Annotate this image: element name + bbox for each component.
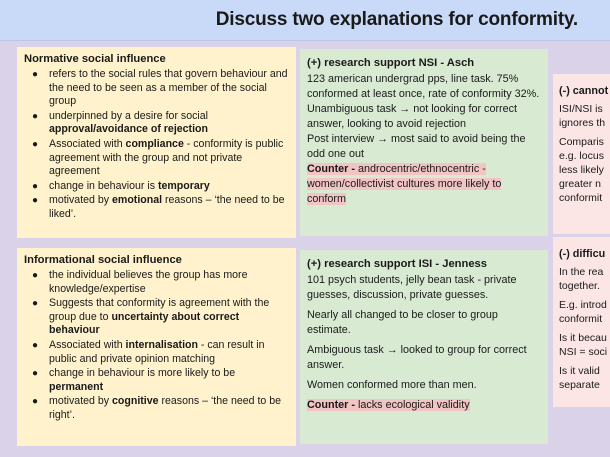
clipped-line: Comparis [559,136,604,148]
bold-term: emotional [112,194,163,207]
list-item [24,194,290,221]
bullet-icon: ● [32,195,39,207]
asch-para-2: Unambiguous task → not looking for correct answer, looking to avoid rejection [307,103,518,130]
clipped-line: together. [559,280,600,292]
clipped-line: NSI = soci [559,346,608,358]
item-text: reasons – ‘the need to be right’. [49,395,282,421]
right-bottom-title: (-) difficu [559,248,606,260]
asch-para-1: 123 american undergrad pps, line task. 75% conformed at least once, rate of conformity 32%. [307,73,540,100]
right-bottom-box [553,237,610,407]
clipped-paragraph [559,298,610,326]
asch-title: (+) research support NSI - Asch [307,57,475,69]
clipped-line: less likely [559,164,604,176]
list-item [24,110,290,137]
item-text: reasons – ‘the need to be liked’. [49,194,285,220]
bold-term: approval/avoidance of rejection [49,123,208,136]
jenness-para-2: Nearly all changed to be closer to group estimate. [307,309,498,336]
item-text: Suggests that conformity is agreement with the group due to [49,297,270,323]
bullet-icon: ● [32,180,39,192]
jenness-title: (+) research support ISI - Jenness [307,258,487,270]
jenness-para-3: Ambiguous task → looked to group for correct answer. [307,344,527,371]
informational-list [24,269,290,423]
list-item [24,68,290,109]
bold-term: internalisation [125,338,198,351]
item-text: - can result in public and private opinion matching [49,338,265,365]
item-text: underpinned by a desire for social [49,109,209,122]
clipped-line: separate [559,379,600,391]
item-text: - conformity is public agreement with the group and not private agreement [49,137,284,178]
bold-term: temporary [157,179,210,192]
asch-para-3: Post interview → most said to avoid being the odd one out [307,133,526,160]
bullet-icon: ● [32,270,39,281]
right-bottom-lines [559,265,610,392]
list-item [24,395,290,422]
normative-list [24,68,290,222]
informational-box [17,248,296,446]
bullet-icon: ● [32,396,39,408]
clipped-line: e.g. locus [559,150,604,162]
asch-counter [307,162,542,207]
bold-term: uncertainty about correct behaviour [49,310,240,337]
bullet-icon: ● [32,110,39,122]
jenness-counter [307,398,542,413]
list-item [24,339,290,366]
item-text: motivated by [49,194,113,207]
list-item [24,367,290,394]
clipped-line: Is it valid [559,365,600,377]
asch-box [300,49,548,236]
right-top-lines [559,102,610,205]
normative-title: Normative social influence [24,53,166,65]
clipped-line: conformit [559,192,603,204]
asch-counter-text: androcentric/ethnocentric - women/collectivist cultures more likely to conform [307,163,502,205]
bullet-icon: ● [32,69,39,80]
item-text: the individual believes the group has more knowledge/expertise [49,269,248,295]
clipped-line: conformit [559,313,603,325]
bold-term: permanent [49,380,104,393]
clipped-line: In the rea [559,266,604,278]
list-item [24,180,290,194]
bullet-icon: ● [32,138,39,150]
right-top-title: (-) cannot [559,85,609,97]
bold-term: cognitive [112,395,159,408]
clipped-paragraph [559,331,610,359]
bullet-icon: ● [32,368,39,380]
bold-term: compliance [125,137,184,150]
jenness-para-4: Women conformed more than men. [307,379,477,391]
clipped-line: greater n [559,178,602,190]
list-item [24,138,290,179]
list-item [24,269,290,296]
jenness-counter-label: Counter - [307,399,355,411]
item-text: Associated with [49,338,126,351]
title-bar [0,0,610,41]
bullet-icon: ● [32,339,39,351]
clipped-line: E.g. introd [559,299,607,311]
item-text: refers to the social rules that govern behaviour and the need to be seen as a member of the social group [49,68,288,108]
clipped-paragraph [559,364,610,392]
normative-box [17,47,296,238]
clipped-line: ISI/NSI is [559,103,603,115]
jenness-para-1: 101 psych students, jelly bean task - private guesses, discussion, private guesses. [307,274,517,301]
right-top-box [553,74,610,234]
clipped-line: Is it becau [559,332,607,344]
clipped-paragraph [559,135,610,205]
jenness-box [300,250,548,444]
list-item [24,297,290,338]
item-text: motivated by [49,395,113,408]
clipped-line: ignores th [559,117,606,129]
item-text: change in behaviour is more likely to be [49,367,236,380]
page-title: Discuss two explanations for conformity. [215,9,578,30]
informational-title: Informational social influence [24,254,182,266]
clipped-paragraph [559,102,610,130]
jenness-counter-text: lacks ecological validity [354,399,470,411]
item-text: Associated with [49,137,126,150]
clipped-paragraph [559,265,610,293]
item-text: change in behaviour is [49,179,158,192]
asch-counter-label: Counter - [307,163,355,175]
bullet-icon: ● [32,298,39,310]
